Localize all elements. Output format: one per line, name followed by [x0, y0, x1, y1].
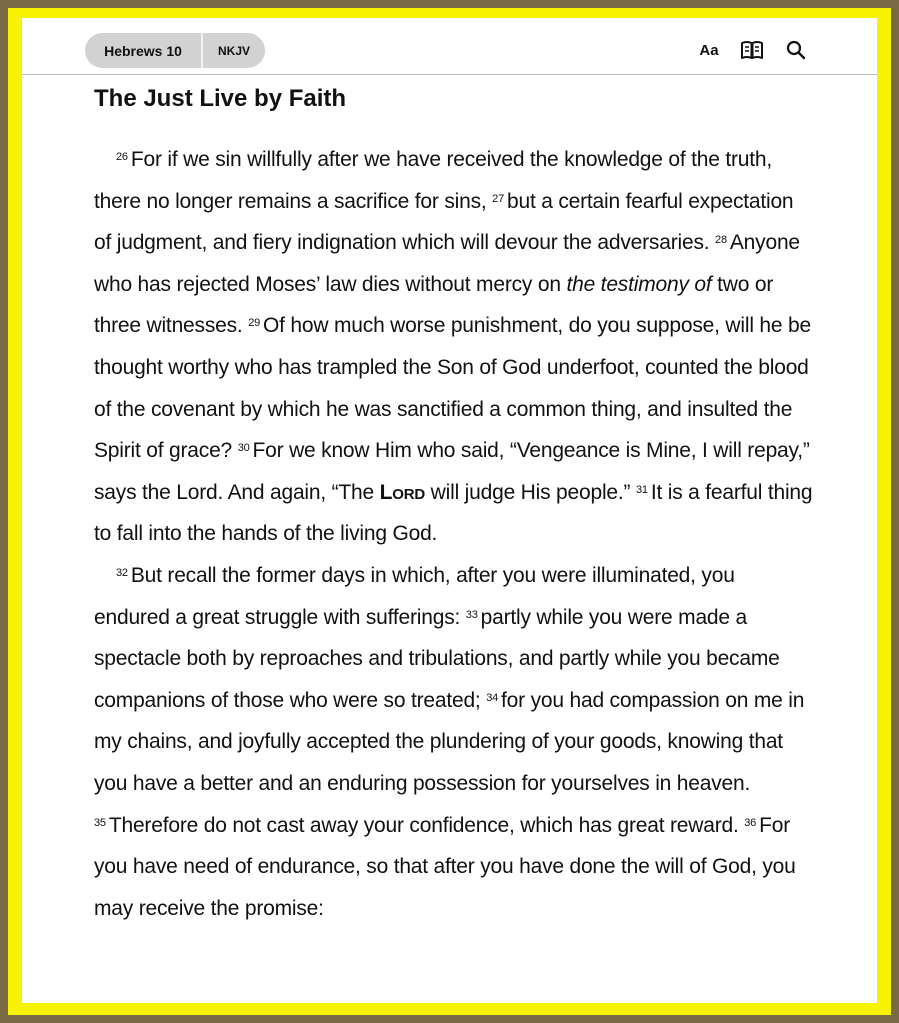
verse-text[interactable]: will judge His people.” [430, 480, 631, 504]
verse-number[interactable]: 32 [116, 566, 128, 579]
verse-number[interactable]: 30 [237, 442, 250, 455]
verse-text-italic[interactable]: the testimony of [566, 272, 712, 296]
verse-text[interactable]: It is a fearful thing to fall into the hands of the living God. [94, 480, 813, 546]
verse-text[interactable]: Therefore do not cast away your confidence, which has great reward. [108, 813, 739, 837]
section-title: The Just Live by Faith [94, 85, 347, 112]
book-icon[interactable] [740, 39, 764, 61]
font-size-icon[interactable]: Aa [699, 41, 719, 59]
verse-text[interactable]: for you had compassion on me in my chains, and joyfully accepted the plundering of your goods, knowing that you have a better and an enduring possession for yourselves in heaven. [94, 688, 805, 795]
verse-text-lord[interactable]: Lord [379, 480, 426, 504]
version-button[interactable]: NKJV [217, 43, 250, 58]
verse-number[interactable]: 36 [744, 816, 757, 829]
book-chapter-button[interactable]: Hebrews 10 [104, 42, 182, 59]
verse-number[interactable]: 34 [486, 691, 499, 704]
verse-text[interactable]: two or three witnesses. [94, 272, 774, 338]
reference-pill [85, 33, 265, 68]
verse-number[interactable]: 29 [248, 317, 261, 330]
verse-number[interactable]: 27 [492, 192, 504, 205]
verse-text[interactable]: Of how much worse punishment, do you suppose, will he be thought worthy who has trampled the Son of God underfoot, counted the blood of the covenant by which he was sanctified a common thing, and insulted the Spirit of grace? [94, 314, 811, 463]
verse-text[interactable]: But recall the former days in which, after you were illuminated, you endured a great struggle with sufferings: [94, 563, 735, 629]
verse-number[interactable]: 33 [465, 608, 478, 621]
verse-number[interactable]: 35 [94, 816, 106, 829]
toolbar [22, 18, 877, 75]
verse-text[interactable]: For we know Him who said, “Vengeance is Mine, I will repay,” says the Lord. And again, “The [94, 439, 810, 504]
passage [94, 139, 814, 929]
verse-text[interactable]: For if we sin willfully after we have received the knowledge of the truth, there no longer remains a sacrifice for sins, [94, 148, 773, 213]
verse-number[interactable]: 26 [116, 151, 128, 163]
verse-text[interactable]: Anyone who has rejected Moses’ law dies without mercy on [94, 231, 800, 296]
paragraph [94, 555, 814, 929]
chapter-content [94, 82, 814, 929]
paragraph [94, 139, 814, 555]
verse-number[interactable]: 28 [715, 234, 727, 247]
reader-page [22, 18, 877, 1003]
verse-text[interactable]: For you have need of endurance, so that after you have done the will of God, you may receive the promise: [94, 813, 796, 920]
verse-text[interactable]: but a certain fearful expectation of judgment, and fiery indignation which will devour the adversaries. [94, 189, 794, 255]
verse-number[interactable]: 31 [635, 483, 648, 496]
verse-text[interactable]: partly while you were made a spectacle both by reproaches and tribulations, and partly while you became companions of those who were so treated; [94, 605, 780, 712]
search-icon[interactable] [785, 39, 807, 61]
